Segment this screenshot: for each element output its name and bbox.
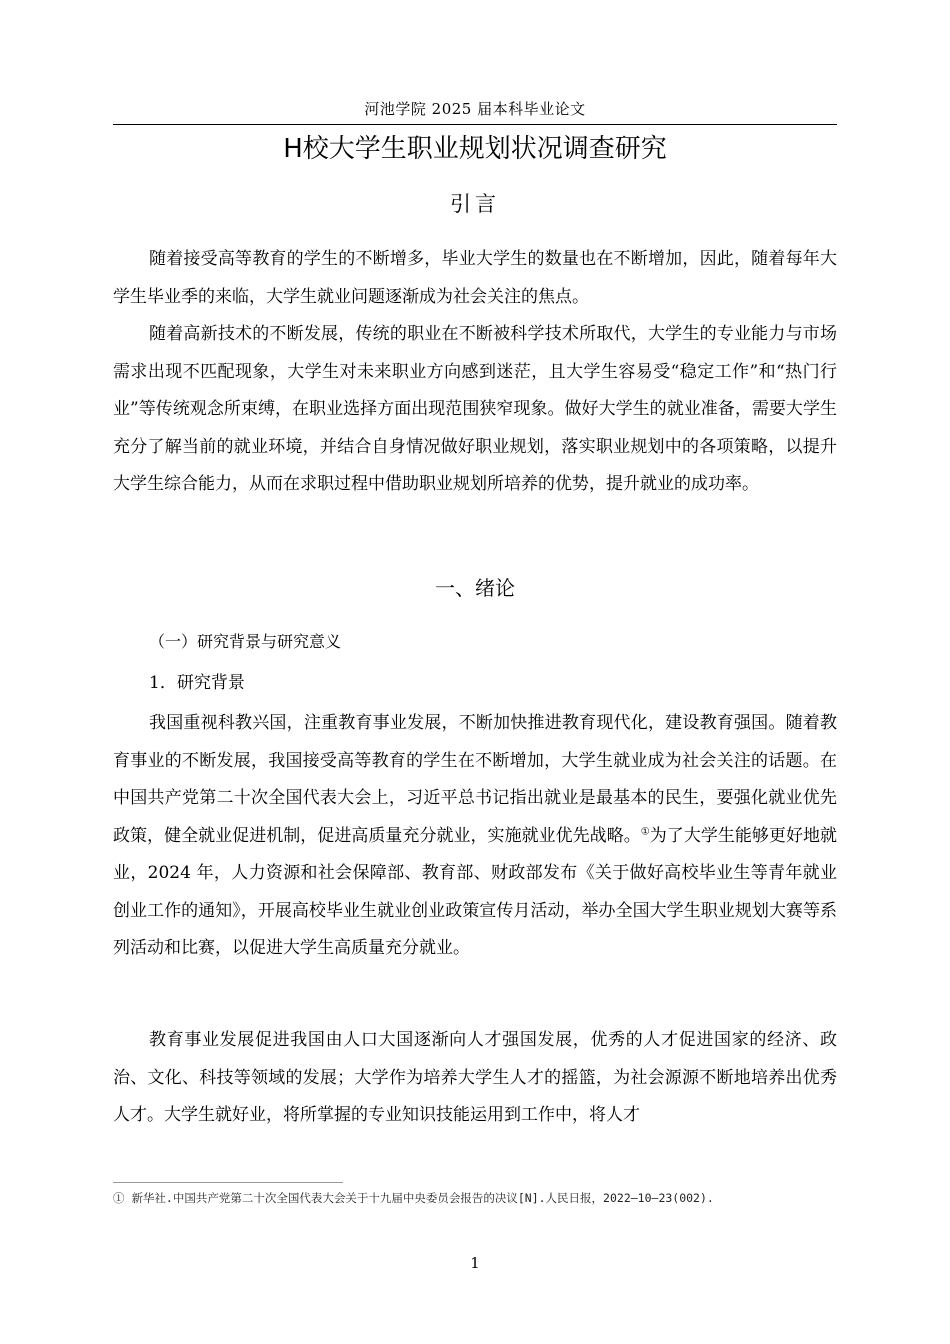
- footnote: [113, 1188, 803, 1209]
- intro-heading: 引言: [450, 192, 500, 216]
- footnote-reference[interactable]: ①: [640, 825, 650, 837]
- footnote-text: 新华社.中国共产党第二十次全国代表大会关于十九届中央委员会报告的决议[N].人民日报，2022—10—23(002).: [131, 1191, 714, 1205]
- chapter-heading: 一、绪论: [435, 576, 515, 600]
- background-paragraph-1: [113, 705, 837, 968]
- thesis-title: H校大学生职业规划状况调查研究: [283, 134, 667, 164]
- subsection-heading: 1．研究背景: [149, 673, 245, 693]
- background-paragraph-2: 教育事业发展促进我国由人口大国逐渐向人才强国发展，优秀的人才促进国家的经济、政治、文化、科技等领域的发展；大学作为培养大学生人才的摇篮，为社会源源不断地培养出优秀人才。大学生就好业，将所掌握的专业知识技能运用到工作中，将人才: [113, 1030, 837, 1125]
- intro-paragraph-2: 随着高新技术的不断发展，传统的职业在不断被科学技术所取代，大学生的专业能力与市场需求出现不匹配现象，大学生对未来职业方向感到迷茫，且大学生容易受“稳定工作”和“热门行业”等传统观念所束缚，在职业选择方面出现范围狭窄现象。做好大学生的就业准备，需要大学生充分了解当前的就业环境，并结合自身情况做好职业规划，落实职业规划中的各项策略，以提升大学生综合能力，从而在求职过程中借助职业规划所培养的优势，提升就业的成功率。: [113, 324, 837, 494]
- section-heading: （一）研究背景与研究意义: [149, 632, 342, 651]
- intro-paragraph-1: 随着接受高等教育的学生的不断增多，毕业大学生的数量也在不断增加，因此，随着每年大学生毕业季的来临，大学生就业问题逐渐成为社会关注的焦点。: [113, 249, 837, 307]
- background-paragraph-1-part-b: 为了大学生能够更好地就业，2024 年，人力资源和社会保障部、教育部、财政部发布《关于做好高校毕业生等青年就业创业工作的通知》，开展高校毕业生就业创业政策宣传月活动，举办全国大学生职业规划大赛等系列活动和比赛，以促进大学生高质量充分就业。: [113, 825, 838, 958]
- footnote-divider: [113, 1182, 343, 1183]
- background-paragraph-1-part-a: 我国重视科教兴国，注重教育事业发展，不断加快推进教育现代化，建设教育强国。随着教育事业的不断发展，我国接受高等教育的学生在不断增加，大学生就业成为社会关注的话题。在中国共产党第二十次全国代表大会上，习近平总书记指出就业是最基本的民生，要强化就业优先政策，健全就业促进机制，促进高质量充分就业，实施就业优先战略。: [113, 713, 837, 846]
- header-divider: [113, 124, 837, 125]
- page-number: 1: [470, 1254, 480, 1272]
- footnote-marker: ①: [113, 1191, 125, 1205]
- running-header: 河池学院 2025 届本科毕业论文: [364, 100, 586, 118]
